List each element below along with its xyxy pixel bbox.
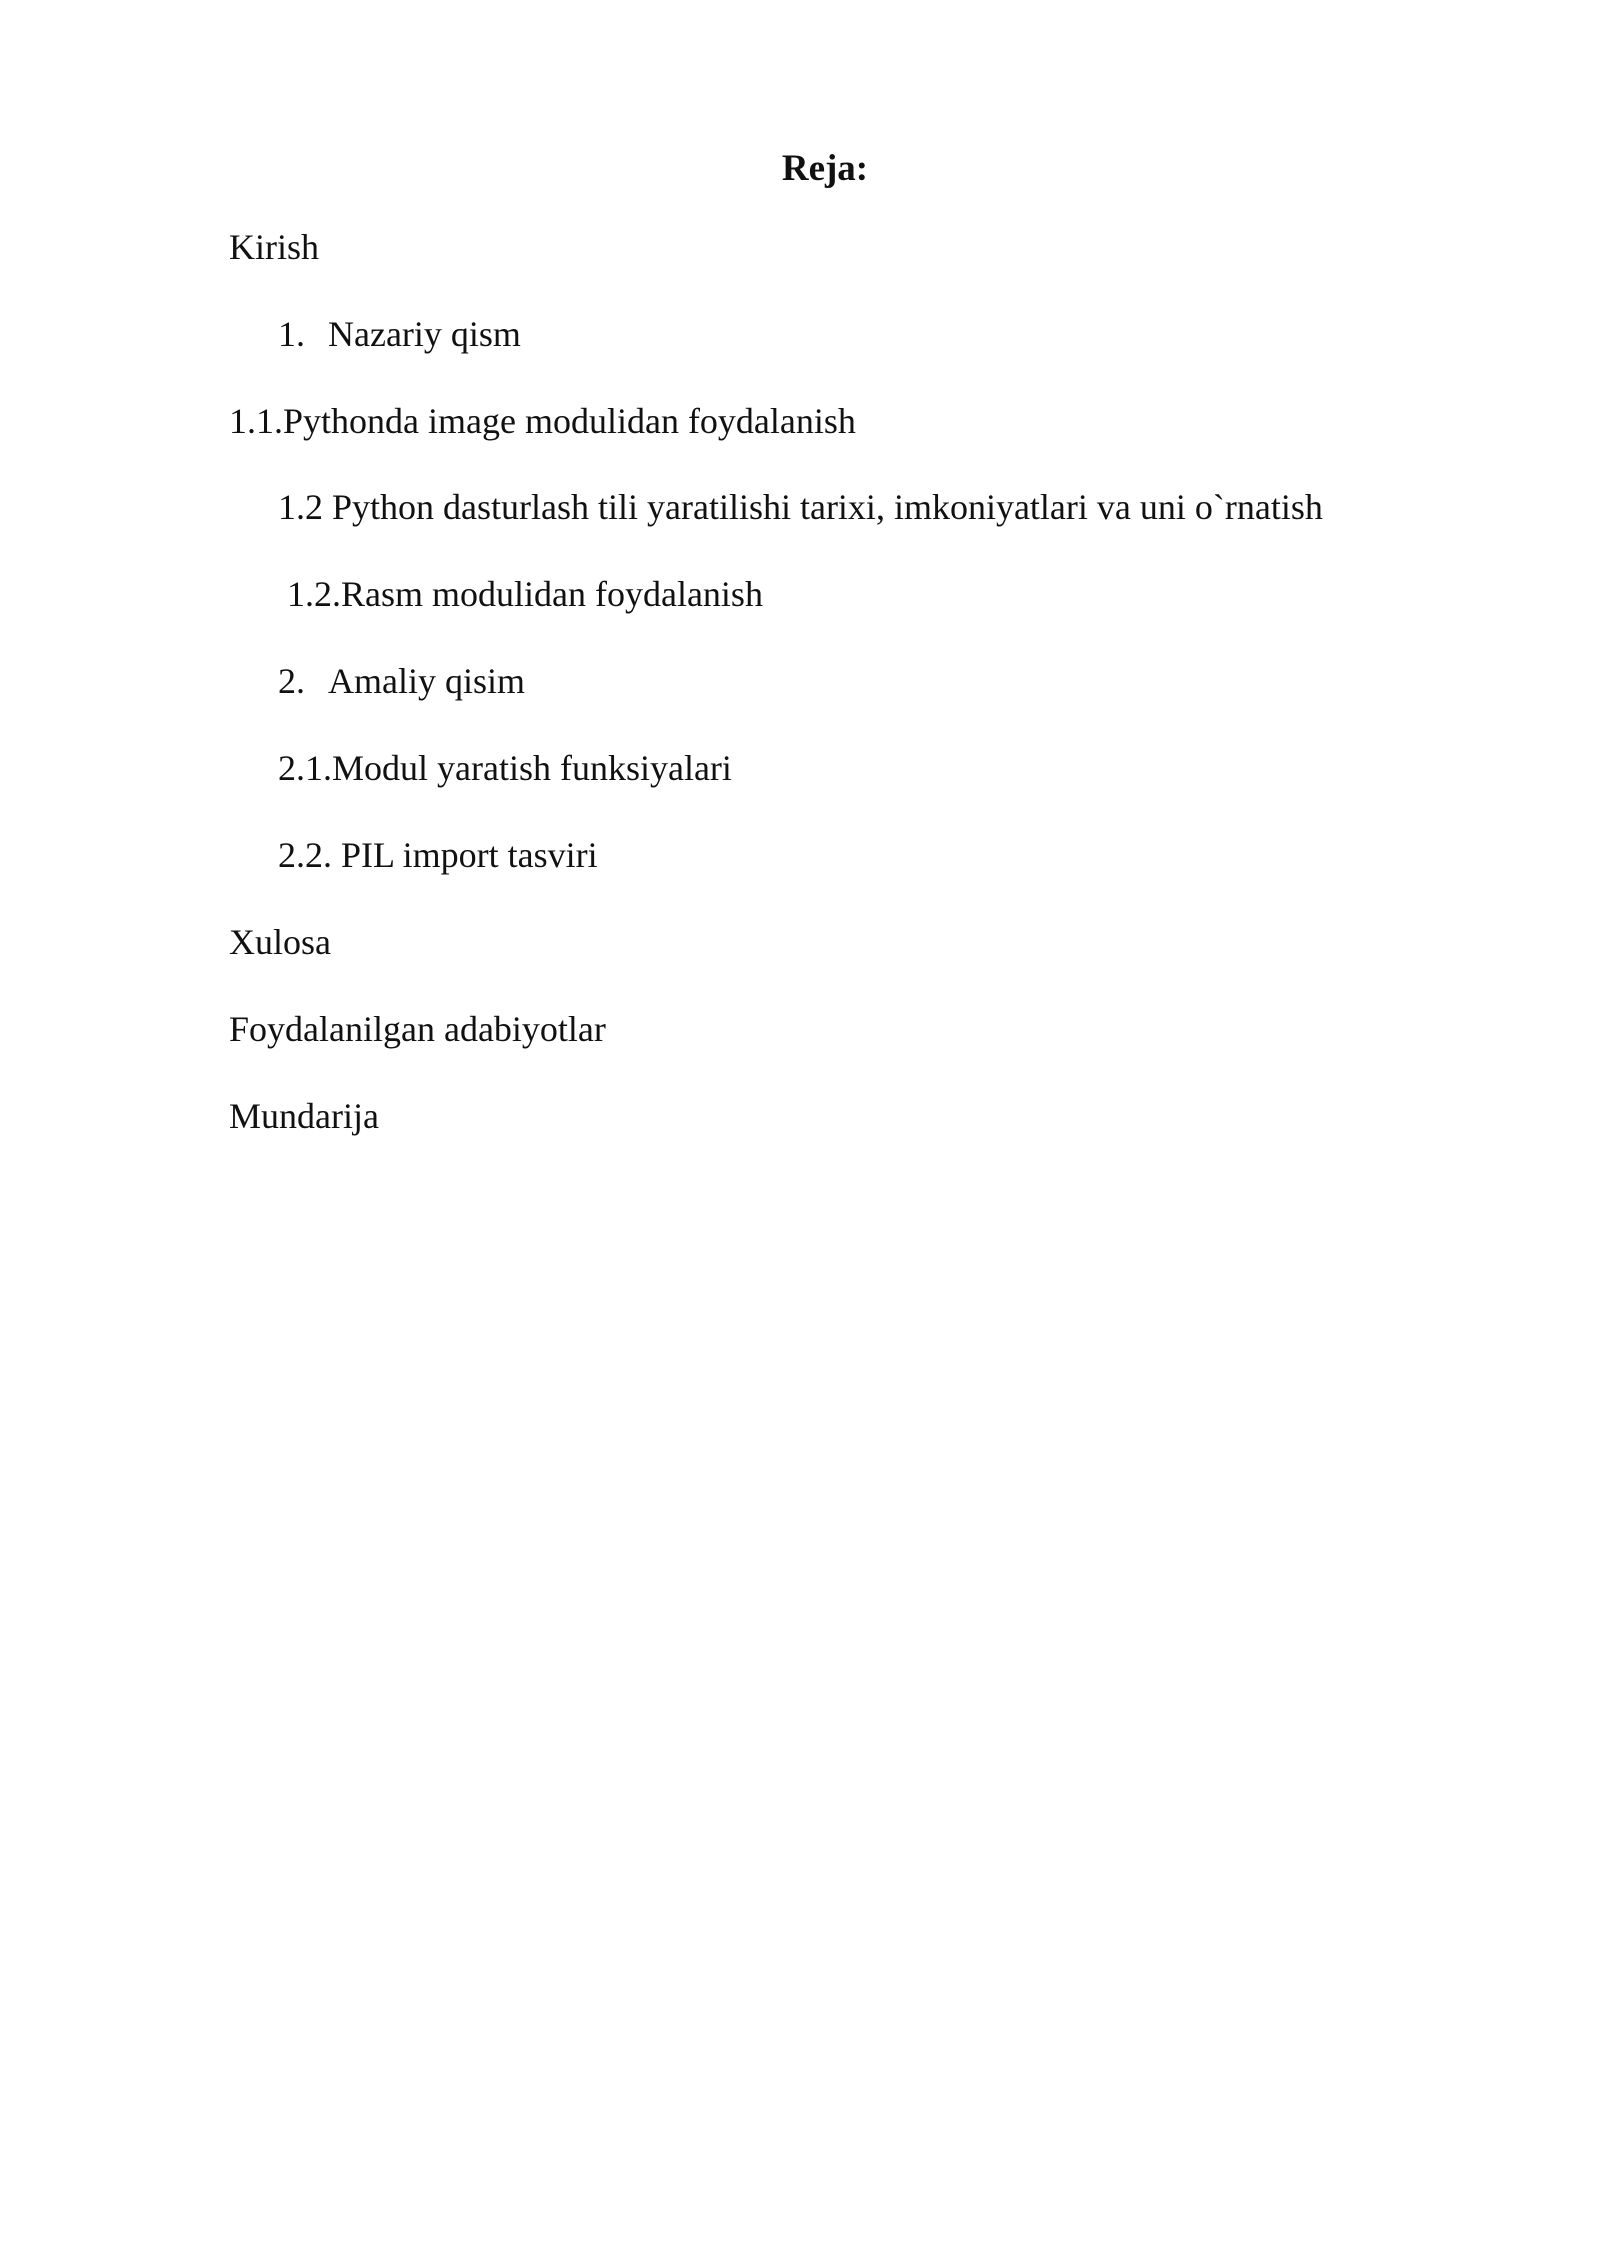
list-number: 2.: [278, 661, 305, 701]
toc-item-2-1: 2.1.Modul yaratish funksiyalari: [278, 748, 732, 788]
toc-item-xulosa: Xulosa: [229, 922, 331, 962]
list-item-label: Amaliy qisim: [328, 661, 525, 701]
toc-item-2-2: 2.2. PIL import tasviri: [278, 835, 598, 875]
toc-item-kirish: Kirish: [229, 227, 319, 267]
toc-item-1-1: 1.1.Pythonda image modulidan foydalanish: [229, 401, 856, 441]
toc-item-adabiyotlar: Foydalanilgan adabiyotlar: [229, 1009, 606, 1049]
list-item-label: Nazariy qism: [328, 314, 521, 354]
toc-item-nazariy-qism: [278, 316, 521, 352]
page-title: Reja:: [781, 148, 869, 189]
toc-item-amaliy-qisim: [278, 663, 525, 699]
toc-item-mundarija: Mundarija: [229, 1096, 379, 1136]
list-number: 1.: [278, 314, 305, 354]
toc-item-1-2-python: 1.2 Python dasturlash tili yaratilishi tarixi, imkoniyatlari va uni o`rnatish: [278, 487, 1323, 527]
toc-item-1-2-rasm: 1.2.Rasm modulidan foydalanish: [287, 574, 763, 614]
